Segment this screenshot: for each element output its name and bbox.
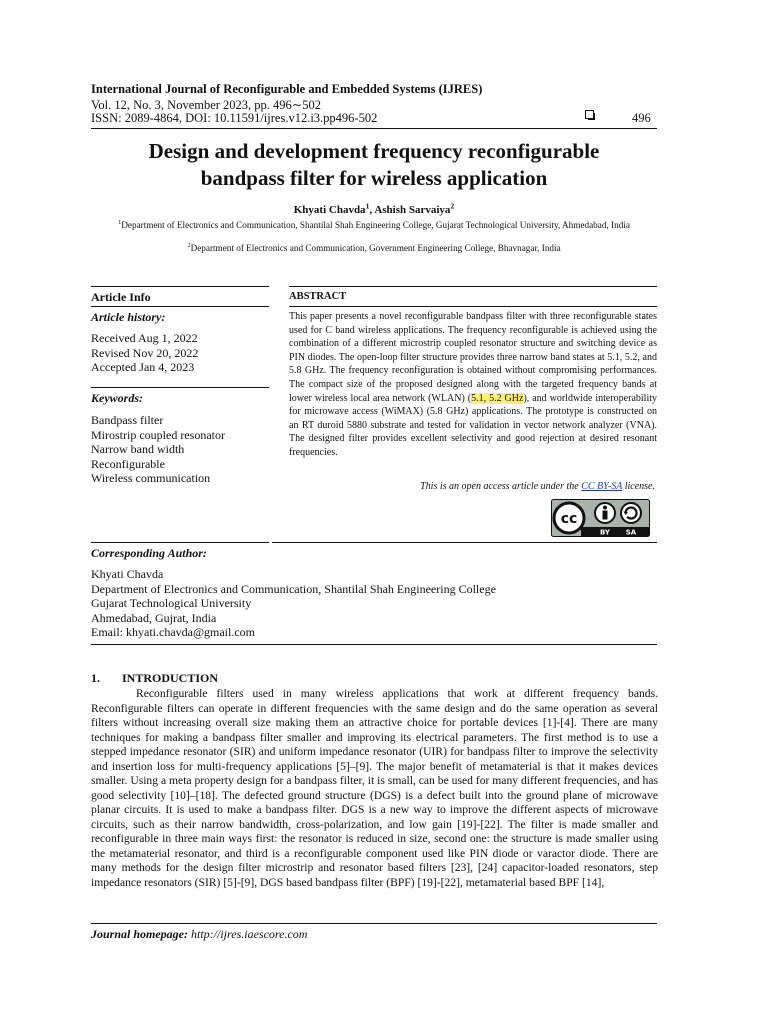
history-item: Revised Nov 20, 2022: [91, 345, 199, 360]
abstract-top-rule: [289, 286, 657, 287]
corresponding-line: Gujarat Technological University: [91, 596, 252, 611]
corresponding-rule-left: [91, 542, 269, 543]
article-history-heading: Article history:: [91, 310, 166, 324]
journal-homepage: [91, 927, 307, 942]
abstract-highlight: 5.1, 5.2 GHz: [471, 392, 524, 404]
section-divider: [91, 644, 657, 645]
footer-rule: [91, 923, 657, 924]
abstract-text-part: ), and worldwide interoperability for microwave access (WiMAX) (5.8 GHz) applications. The prototype is constructed on an RT duroid 5880 substrate and tested for validation in vector network analyzer (VNA). The designed filter provides excellent selectivity and good rejection at desired resonant frequencies.: [289, 392, 657, 458]
journal-name: International Journal of Reconfigurable and Embedded Systems (IJRES): [91, 82, 483, 96]
cc-by-sa-badge-icon[interactable]: [551, 499, 650, 537]
abstract-heading: ABSTRACT: [289, 291, 347, 302]
license-text: license.: [622, 481, 655, 492]
paper-title-line-1: Design and development frequency reconfigurable: [148, 139, 600, 163]
homepage-label: Journal homepage:: [91, 927, 189, 941]
abstract-rule: [289, 306, 657, 307]
cc-by-sa-link[interactable]: CC BY-SA: [581, 481, 623, 492]
affil-mark: 2: [187, 241, 191, 249]
article-info-top-rule: [91, 286, 269, 287]
cc-by-label: BY: [599, 528, 611, 537]
section-number: 1.: [91, 671, 100, 685]
introduction-paragraph: Reconfigurable filters used in many wireless applications that work at different frequency bands. Reconfigurable filters can operate in different frequencies with the same design and do the same operation as several filters without increasing overall size making them an attractive choice for portable devices [1]-[4]. There are many techniques for making a bandpass filter smaller and improving its electrical parameters. The first method is to use a stepped impedance resonator (SIR) and uniform impedance resonator (UIR) for bandpass filter to improve the selectivity and insertion loss for multi-frequency applications [5]–[9]. The major benefit of metamaterial is that it makes devices smaller. Using a meta property design for a bandpass filter, it is small, can be used for many different frequencies, and has good selectivity [10]–[18]. The defected ground structure (DGS) is a defect built into the ground plane of microwave planar circuits. It is used to make a bandpass filter. DGS is a new way to improve the different aspects of microwave circuits, such as their narrow bandwidth, cross-polarization, and low gain [19]-[22]. The filter is made smaller and reconfigurable in three main ways first: the resonator is reduced in size, second one: the structure is made smaller using the metamaterial resonator, and third is a reconfigurable component used like PIN diode or varactor diode. There are many methods for the design filter microstrip and resonator based filters [23], [24] capacitor-loaded resonators, step impedance resonators (SIR) [5]-[9], DGS based bandpass filter (BPF) [19]-[22], metamaterial based BPF [14],: [91, 687, 658, 889]
history-item: Accepted Jan 4, 2023: [91, 360, 195, 374]
corresponding-rule-right: [272, 542, 657, 543]
keywords-list: [91, 413, 225, 486]
journal-volume: Vol. 12, No. 3, November 2023, pp. 496∼502: [91, 98, 322, 112]
corresponding-line: Khyati Chavda: [91, 567, 164, 581]
license-text: This is an open access article under the: [420, 481, 582, 492]
cc-mark-label: cc: [560, 511, 578, 527]
affiliation-text: Department of Electronics and Communication, Shantilal Shah Engineering College, Gujarat Technological University, Ahmedabad, India: [121, 220, 630, 230]
author-affil-mark: 1: [365, 201, 370, 211]
page-number: 496: [632, 111, 651, 125]
article-history-list: [91, 331, 198, 375]
history-item: Received Aug 1, 2022: [91, 331, 198, 345]
keyword-item: Narrow band width: [91, 442, 185, 456]
author-affil-mark: 2: [450, 201, 455, 211]
introduction-heading: [91, 671, 218, 686]
affiliation-2: [115, 242, 633, 254]
affil-mark: 1: [118, 218, 122, 226]
keywords-rule: [91, 387, 269, 388]
homepage-link[interactable]: http://ijres.iaescore.com: [191, 927, 308, 941]
abstract-text-part: This paper presents a novel reconfigurable bandpass filter with three reconfigurable states used for C band wireless applications. The frequency reconfigurable is achieved using the combination of a different microstrip coupled resonator structure and switching device as PIN diodes. The open-loop filter structure provides three narrow band states at 5.1, 5.2, and 5.8 GHz. The frequency reconfiguration is obtained without compromising performances. The compact size of the proposed designed along with the targeted frequency bands at lower wireless local area network (WLAN) (: [289, 311, 657, 404]
keyword-item: Mirostrip coupled resonator: [91, 427, 225, 442]
journal-issn-doi: ISSN: 2089-4864, DOI: 10.11591/ijres.v12.i3.pp496-502: [91, 111, 378, 125]
corresponding-details: [91, 567, 496, 640]
article-info-rule: [91, 306, 269, 307]
affiliation-text: Department of Electronics and Communication, Government Engineering College, Bhavnagar, India: [190, 243, 561, 253]
author-name: Ashish Sarvaiya: [374, 204, 451, 216]
page-square-icon: [585, 110, 594, 119]
article-info-heading: Article Info: [91, 290, 151, 304]
author-separator: ,: [369, 204, 375, 216]
paper-title: [91, 138, 657, 192]
section-title: INTRODUCTION: [122, 671, 219, 685]
corresponding-email[interactable]: Email: khyati.chavda@gmail.com: [91, 625, 256, 640]
corresponding-line: Ahmedabad, Gujrat, India: [91, 610, 217, 625]
keyword-item: Reconfigurable: [91, 456, 165, 471]
author-list: [91, 201, 657, 216]
keywords-heading: Keywords:: [91, 391, 143, 405]
abstract-text: [289, 310, 657, 460]
license-statement: [289, 481, 655, 492]
keyword-item: Bandpass filter: [91, 413, 164, 427]
affiliation-1: [115, 219, 633, 231]
author-name: Khyati Chavda: [293, 204, 366, 216]
keyword-item: Wireless communication: [91, 471, 211, 485]
paper-title-line-2: bandpass filter for wireless application: [200, 166, 548, 190]
corresponding-line: Department of Electronics and Communication, Shantilal Shah Engineering College: [91, 581, 496, 596]
cc-sa-label: SA: [625, 528, 637, 537]
introduction-body: [91, 687, 658, 890]
corresponding-heading: Corresponding Author:: [91, 546, 207, 560]
header-divider: [91, 128, 657, 129]
